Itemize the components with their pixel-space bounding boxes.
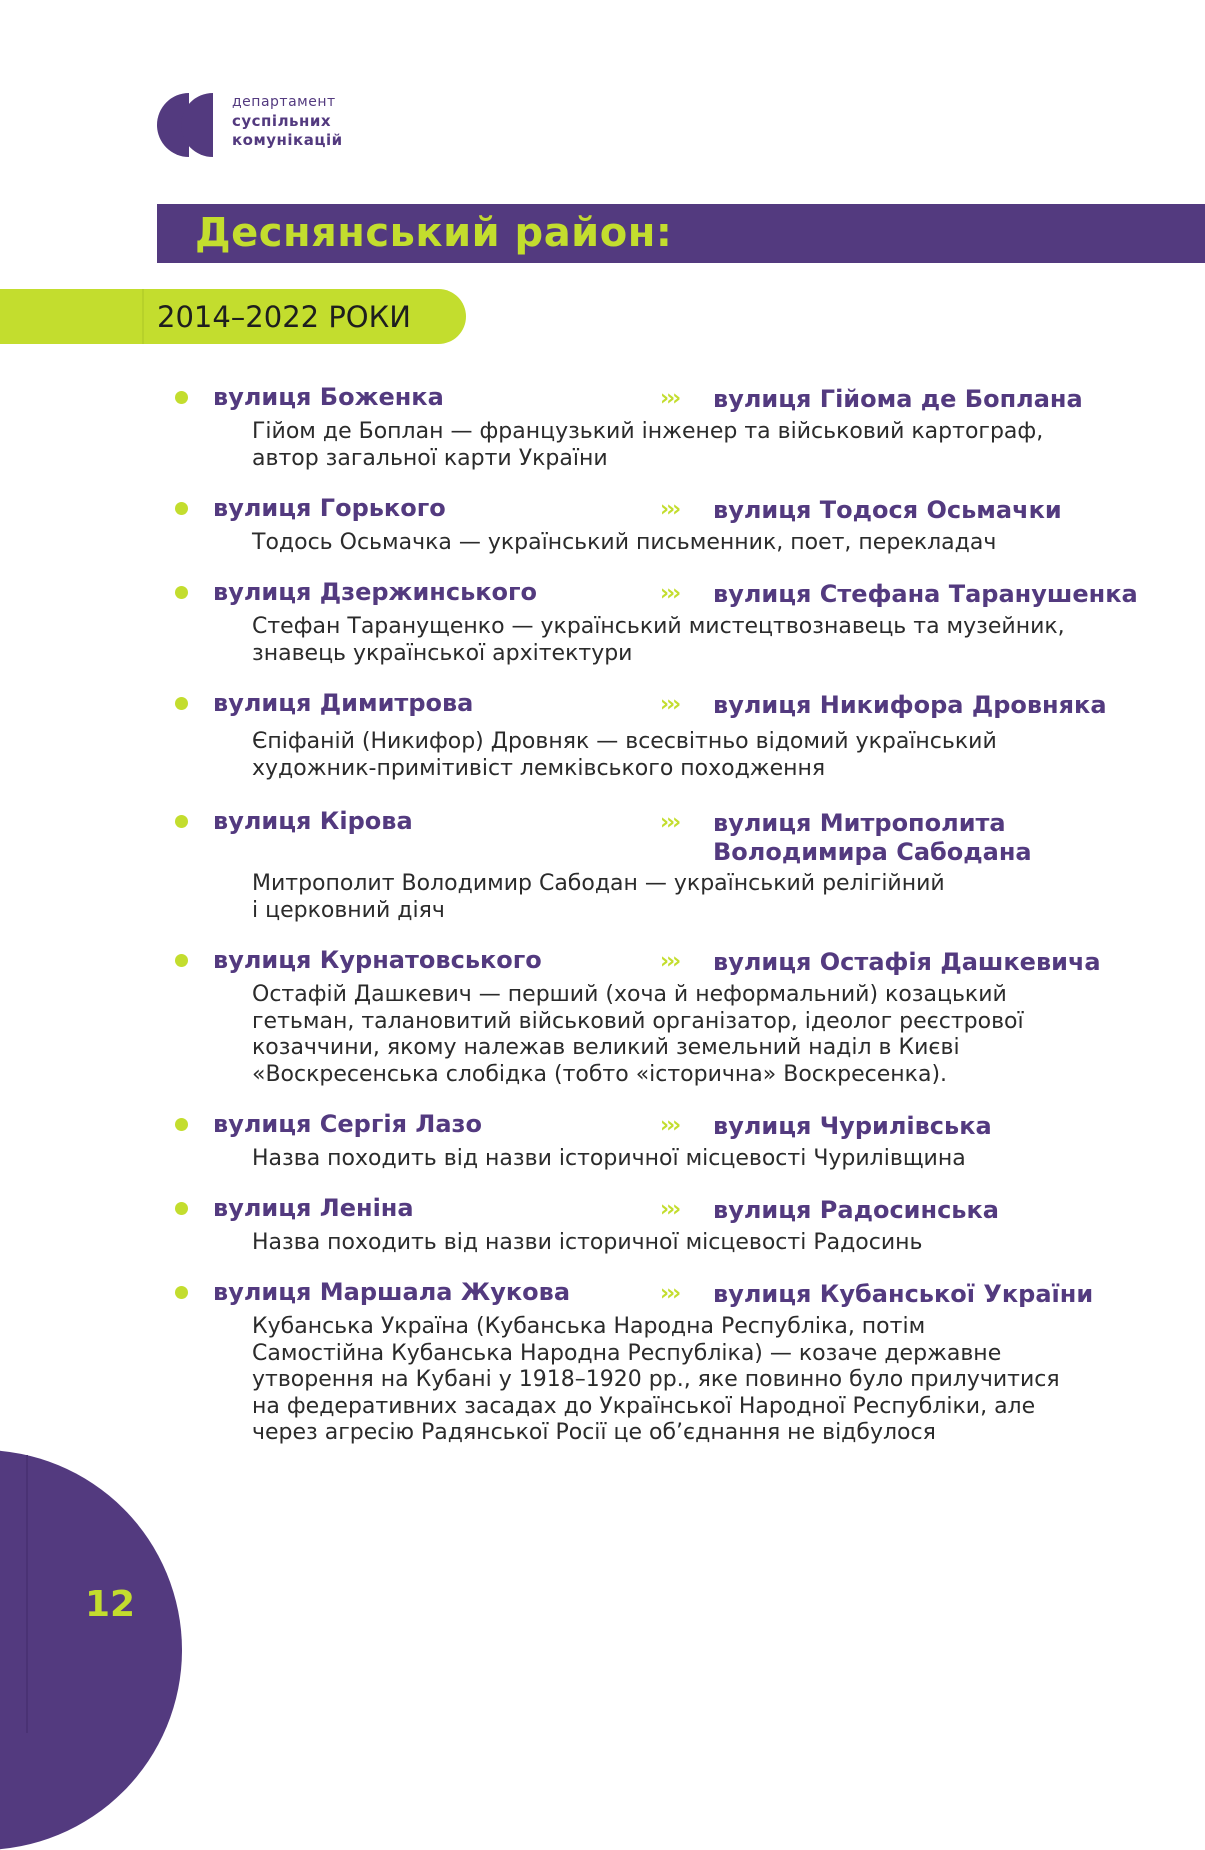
logo-line-2: суспільних: [232, 112, 332, 130]
description-line: гетьман, талановитий військовий організатор, ідеолог реєстрової: [252, 1008, 1024, 1034]
triple-chevron-right-icon: ›››: [660, 1113, 679, 1138]
department-logo: [157, 93, 357, 159]
old-street-name: вулиця Леніна: [213, 1194, 414, 1222]
street-description: [252, 1314, 1132, 1447]
description-line: Стефан Таранущенко — український мистецтвознавець та музейник,: [252, 614, 1065, 639]
district-title: Деснянський район:: [195, 210, 673, 256]
street-description: [252, 729, 1132, 782]
bullet-icon: [175, 954, 188, 967]
old-street-name: вулиця Димитрова: [213, 689, 474, 717]
old-street-name: вулиця Курнатовського: [213, 946, 542, 974]
new-street-name-line: вулиця Митрополита: [713, 809, 1006, 837]
period-label: [0, 289, 466, 344]
new-street-name: вулиця Кубанської України: [713, 1280, 1094, 1308]
logo-text: [232, 93, 343, 150]
description-line: козаччини, якому належав великий земельний наділ в Києві: [252, 1035, 960, 1061]
new-street-name: вулиця Никифора Дровняка: [713, 691, 1107, 719]
triple-chevron-right-icon: ›››: [660, 386, 679, 411]
description-line: утворення на Кубані у 1918–1920 рр., яке повинно було прилучитися: [252, 1367, 1060, 1393]
description-line: Єпіфаній (Никифор) Дровняк — всесвітньо відомий український: [252, 729, 997, 754]
new-street-name: вулиця Остафія Дашкевича: [713, 948, 1101, 976]
bullet-icon: [175, 697, 188, 710]
logo-mark-icon: [157, 93, 221, 157]
bullet-icon: [175, 586, 188, 599]
bullet-icon: [175, 1118, 188, 1131]
triple-chevron-right-icon: ›››: [660, 949, 679, 974]
new-street-name: вулиця Чурилівська: [713, 1112, 992, 1140]
page-number: 12: [85, 1584, 136, 1625]
bullet-icon: [175, 1202, 188, 1215]
triple-chevron-right-icon: ›››: [660, 1197, 679, 1222]
logo-line-1: департамент: [232, 94, 336, 110]
triple-chevron-right-icon: ›››: [660, 810, 679, 835]
description-line: Митрополит Володимир Сабодан — український релігійний: [252, 871, 945, 896]
description-line: «Воскресенська слобідка (тобто «історична» Воскресенка).: [252, 1061, 948, 1087]
street-description: [252, 419, 1132, 472]
old-street-name: вулиця Кірова: [213, 807, 413, 835]
bullet-icon: [175, 1286, 188, 1299]
new-street-name: [713, 809, 1153, 867]
description-line: Остафій Дашкевич — перший (хоча й неформальний) козацький: [252, 982, 1007, 1007]
bullet-icon: [175, 502, 188, 515]
old-street-name: вулиця Маршала Жукова: [213, 1278, 571, 1306]
description-line: і церковний діяч: [252, 897, 445, 923]
old-street-name: вулиця Сергія Лазо: [213, 1110, 482, 1138]
period-label-stripe: [142, 289, 144, 344]
description-line: Кубанська Україна (Кубанська Народна Республіка, потім: [252, 1314, 926, 1339]
bullet-icon: [175, 815, 188, 828]
description-line: на федеративних засадах до Української Народної Республіки, але: [252, 1393, 1036, 1419]
page-corner-stripe: [26, 1455, 28, 1733]
triple-chevron-right-icon: ›››: [660, 497, 679, 522]
triple-chevron-right-icon: ›››: [660, 692, 679, 717]
old-street-name: вулиця Горького: [213, 494, 446, 522]
old-street-name: вулиця Боженка: [213, 383, 444, 411]
description-line: Назва походить від назви історичної місцевості Чурилівщина: [252, 1146, 966, 1171]
description-line: знавець української архітектури: [252, 640, 633, 666]
street-description: [252, 982, 1132, 1088]
new-street-name-line: Володимира Сабодана: [713, 838, 1032, 866]
triple-chevron-right-icon: ›››: [660, 581, 679, 606]
description-line: Гійом де Боплан — французький інженер та військовий картограф,: [252, 419, 1044, 444]
street-description: [252, 871, 1132, 924]
description-line: Назва походить від назви історичної місцевості Радосинь: [252, 1230, 923, 1255]
new-street-name: вулиця Тодося Осьмачки: [713, 496, 1062, 524]
street-description: [252, 530, 1132, 557]
description-line: художник-примітивіст лемківського походження: [252, 755, 826, 781]
description-line: Самостійна Кубанська Народна Республіка) — козаче державне: [252, 1340, 1002, 1366]
bullet-icon: [175, 391, 188, 404]
district-title-bar: [157, 204, 1205, 263]
description-line: через агресію Радянської Росії це об’єднання не відбулося: [252, 1420, 936, 1446]
street-description: [252, 1230, 1132, 1257]
street-description: [252, 1146, 1132, 1173]
logo-line-3: комунікацій: [232, 131, 343, 149]
new-street-name: вулиця Гійома де Боплана: [713, 385, 1083, 413]
triple-chevron-right-icon: ›››: [660, 1281, 679, 1306]
description-line: Тодось Осьмачка — український письменник, поет, перекладач: [252, 530, 997, 555]
new-street-name: вулиця Стефана Таранушенка: [713, 580, 1138, 608]
description-line: автор загальної карти України: [252, 445, 608, 471]
street-description: [252, 614, 1132, 667]
new-street-name: вулиця Радосинська: [713, 1196, 999, 1224]
period-text: 2014–2022 РОКИ: [157, 300, 411, 334]
old-street-name: вулиця Дзержинського: [213, 578, 538, 606]
